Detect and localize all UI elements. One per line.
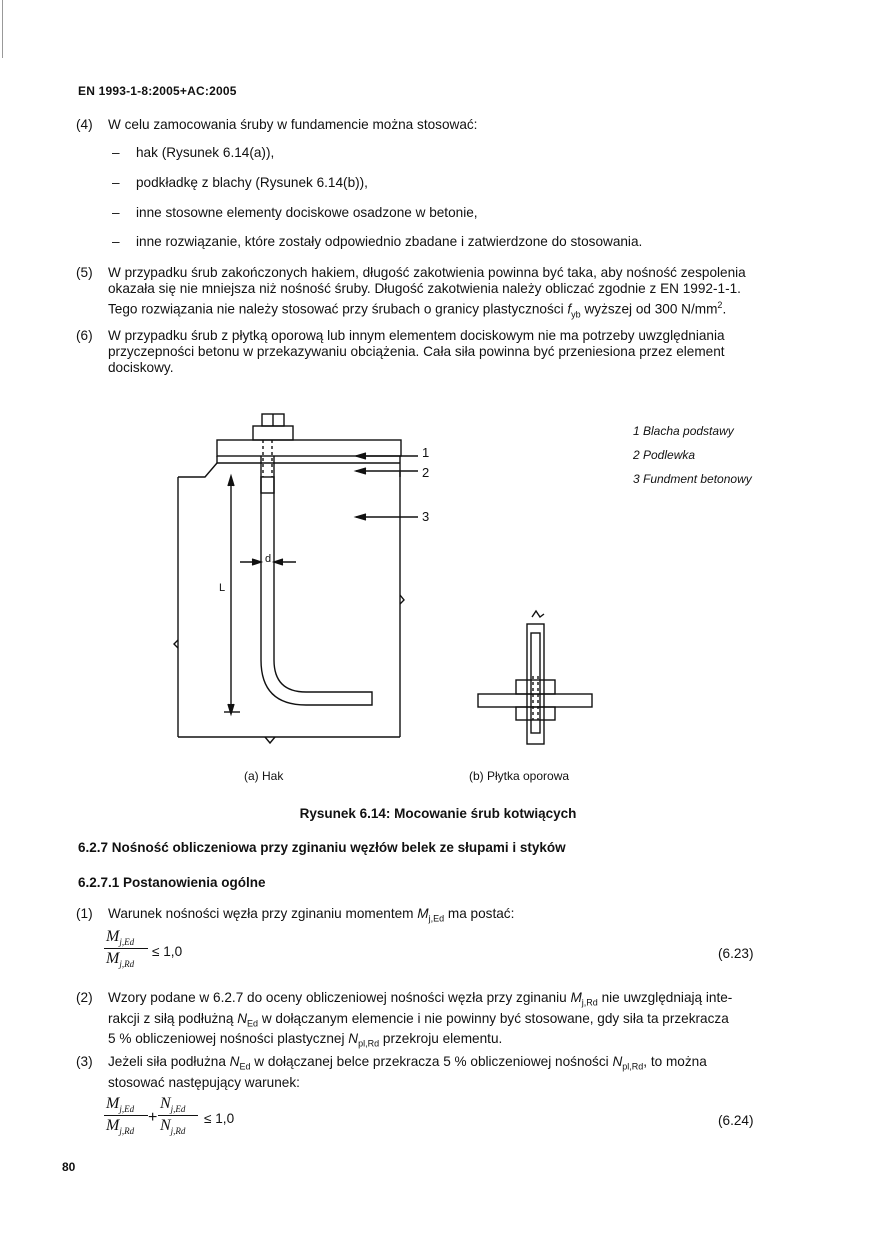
para-2-line-1: Wzory podane w 6.2.7 do oceny obliczeniowej nośności węzła przy zginaniu $M_{j,Rd}$ nie uwzględniają inte- xyxy=(108,990,733,1008)
equation-6-23 xyxy=(104,928,152,969)
fraction-bar xyxy=(158,1115,198,1116)
nut-upper xyxy=(516,680,555,694)
list-item: hak (Rysunek 6.14(a)), xyxy=(136,145,275,160)
para-1-number: (1) xyxy=(76,906,93,921)
callout-2: 2 xyxy=(422,465,430,480)
list-item: inne rozwiązanie, które zostały odpowiednio zbadane i zatwierdzone do stosowania. xyxy=(136,234,643,249)
figure-caption: Rysunek 6.14: Mocowanie śrub kotwiących xyxy=(299,806,577,821)
dimension-d-label: d xyxy=(265,553,272,565)
caption-a: (a) Hak xyxy=(244,769,284,783)
para-3-number: (3) xyxy=(76,1054,93,1069)
equation-number-6-24: (6.24) xyxy=(718,1113,754,1128)
list-item: inne stosowne elementy dociskowe osadzone w betonie, xyxy=(136,205,478,220)
legend-item-2: 2 Podlewka xyxy=(633,448,696,462)
para-1-text: Warunek nośności węzła przy zginaniu momentem $M_{j,Ed}$ ma postać: xyxy=(108,906,515,924)
para-5-number: (5) xyxy=(76,265,93,280)
equation-number-6-23: (6.23) xyxy=(718,946,754,961)
legend-item-1: 1 Blacha podstawy xyxy=(633,424,734,438)
caption-b: (b) Płytka oporowa xyxy=(469,769,570,783)
para-2-number: (2) xyxy=(76,990,93,1005)
list-dash: – xyxy=(112,234,120,249)
section-heading-6-2-7-1: 6.2.7.1 Postanowienia ogólne xyxy=(78,875,266,890)
para-3-line-2: stosować następujący warunek: xyxy=(108,1074,300,1090)
para-2-text xyxy=(108,990,768,1052)
eq623-denominator: $M_{j,Rd}$ xyxy=(106,950,135,970)
eq624-plus: + xyxy=(148,1109,158,1126)
para-2-line-2: rakcji z siłą podłużną $N_{Ed}$ w dołączanym elemencie i nie powinny być stosowane, gdy siła ta przekracza xyxy=(108,1010,729,1029)
para-3-line-1: Jeżeli siła podłużna $N_{Ed}$ w dołączanej belce przekracza 5 % obliczeniowej nośności $N_{pl,Rd}$, to można xyxy=(108,1054,707,1072)
para-6-line-3: dociskowy. xyxy=(108,360,174,375)
para-4-number: (4) xyxy=(76,117,93,132)
plate-bolt xyxy=(527,624,544,744)
eq624-relation: ≤ 1,0 xyxy=(204,1111,235,1126)
list-dash: – xyxy=(112,175,120,190)
legend-item-3: 3 Fundment betonowy xyxy=(633,472,752,486)
list-dash: – xyxy=(112,205,120,220)
para-6-line-2: przyczepności betonu w przekazywaniu obciążenia. Cała siła powinna być przeniesiona przez element xyxy=(108,344,725,359)
para-2-line-3: 5 % obliczeniowej nośności plastycznej $N_{pl,Rd}$ przekroju elementu. xyxy=(108,1031,503,1050)
eq623-relation: ≤ 1,0 xyxy=(152,944,183,959)
base-plate xyxy=(217,440,401,456)
para-4-intro: W celu zamocowania śruby w fundamencie można stosować: xyxy=(108,117,478,132)
para-6-line-1: W przypadku śrub z płytką oporową lub innym elementem dociskowym nie ma potrzeby uwzględniania xyxy=(108,328,725,343)
fraction-bar xyxy=(104,1115,148,1116)
anchor-plate xyxy=(478,694,592,707)
fraction-bar xyxy=(104,948,148,949)
para-5-line-2: okazała się nie mniejsza niż nośność śruby. Długość zakotwienia należy obliczać zgodnie z EN 1992-1-1. xyxy=(108,281,741,296)
nut-top xyxy=(253,426,293,440)
callout-3: 3 xyxy=(422,509,430,524)
para-3-text xyxy=(108,1054,768,1091)
equation-6-24-m-term: $M_{j,Ed}$ $M_{j,Rd}$ xyxy=(104,1095,152,1136)
para-5-line-3: Tego rozwiązania nie należy stosować przy śrubach o granicy plastyczności $f_{yb}$ wyższej od 300 $N/mm^2$. xyxy=(108,300,727,320)
hook-bolt xyxy=(261,456,372,705)
document-header: EN 1993-1-8:2005+AC:2005 xyxy=(78,84,237,98)
foundation-top-left xyxy=(178,463,217,477)
eq623-numerator: $M_{j,Ed}$ xyxy=(106,928,135,948)
page-number: 80 xyxy=(62,1160,76,1174)
para-6-number: (6) xyxy=(76,328,93,343)
list-dash: – xyxy=(112,145,120,160)
nut-lower xyxy=(516,707,555,720)
list-item: podkładkę z blachy (Rysunek 6.14(b)), xyxy=(136,175,368,190)
equation-6-24-n-term: $N_{j,Ed}$ $N_{j,Rd}$ xyxy=(158,1095,202,1136)
section-heading-6-2-7: 6.2.7 Nośność obliczeniowa przy zginaniu węzłów belek ze słupami i styków xyxy=(78,840,566,855)
callout-1: 1 xyxy=(422,445,430,460)
para-5-line-1: W przypadku śrub zakończonych hakiem, długość zakotwienia powinna być taka, aby nośność zespolenia xyxy=(108,265,746,280)
dimension-L-label: L xyxy=(219,582,226,594)
